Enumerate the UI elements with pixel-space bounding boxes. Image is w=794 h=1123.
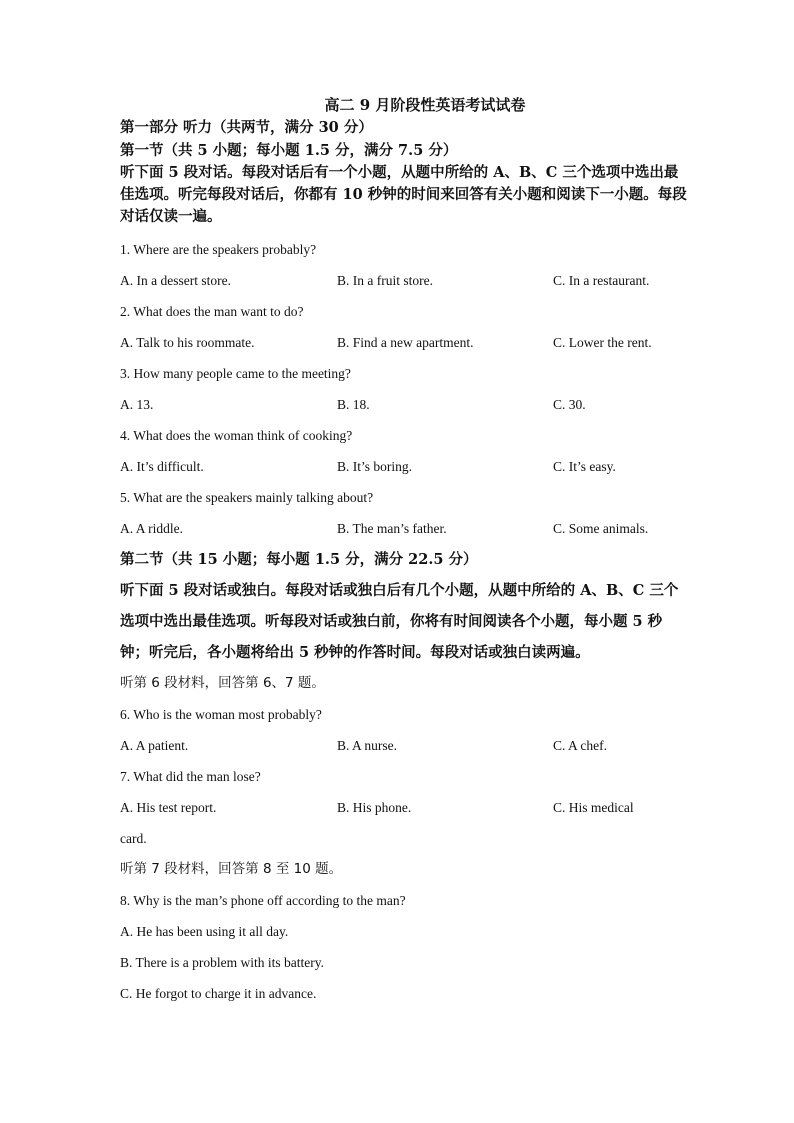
question-6: 6. Who is the woman most probably? xyxy=(120,707,322,722)
question-8-option-c: C. He forgot to charge it in advance. xyxy=(120,986,317,1001)
option-c: C. Some animals. xyxy=(553,521,649,536)
option-b: B. Find a new apartment. xyxy=(337,335,474,350)
option-b: B. 18. xyxy=(337,397,370,412)
question-6-options xyxy=(120,730,690,761)
question-7-options xyxy=(120,792,690,823)
option-a: A. Talk to his roommate. xyxy=(120,335,255,350)
exam-title: 高二 9 月阶段性英语考试试卷 xyxy=(324,96,526,114)
question-2: 2. What does the man want to do? xyxy=(120,304,304,319)
option-a: A. 13. xyxy=(120,397,154,412)
listening-material-6-note: 听第 6 段材料，回答第 6、7 题。 xyxy=(120,675,325,691)
option-b: B. In a fruit store. xyxy=(337,273,433,288)
question-1: 1. Where are the speakers probably? xyxy=(120,242,317,257)
section-two-instructions: 听下面 5 段对话或独白。每段对话或独白后有几个小题，从题中所给的 A、B、C 三个选项中选出最佳选项。听每段对话或独白前，你将有时间阅读各个小题，每小题 5 秒钟；听完后，各小题将给出 5 秒钟的作答时间。每段对话或独白读两遍。 xyxy=(120,582,679,661)
section-one-heading: 第一节（共 5 小题；每小题 1.5 分，满分 7.5 分） xyxy=(120,142,458,159)
question-5-options xyxy=(120,513,690,544)
listening-material-7-note: 听第 7 段材料，回答第 8 至 10 题。 xyxy=(120,861,343,877)
option-a: A. His test report. xyxy=(120,800,217,815)
question-1-options xyxy=(120,265,690,296)
option-a: A. It’s difficult. xyxy=(120,459,204,474)
question-5: 5. What are the speakers mainly talking about? xyxy=(120,490,374,505)
question-2-options xyxy=(120,327,690,358)
question-8-option-b: B. There is a problem with its battery. xyxy=(120,955,324,970)
question-3: 3. How many people came to the meeting? xyxy=(120,366,351,381)
exam-page xyxy=(120,94,690,1009)
option-c: C. 30. xyxy=(553,397,586,412)
question-3-options xyxy=(120,389,690,420)
question-8-option-a: A. He has been using it all day. xyxy=(120,924,289,939)
option-c-continuation: card. xyxy=(120,831,147,846)
option-b: B. It’s boring. xyxy=(337,459,413,474)
section-one-instructions: 听下面 5 段对话。每段对话后有一个小题，从题中所给的 A、B、C 三个选项中选出最佳选项。听完每段对话后，你都有 10 秒钟的时间来回答有关小题和阅读下一小题。每段对话仅读一遍。 xyxy=(120,164,687,225)
option-c: C. In a restaurant. xyxy=(553,273,650,288)
option-c: C. Lower the rent. xyxy=(553,335,652,350)
question-7: 7. What did the man lose? xyxy=(120,769,261,784)
question-4-options xyxy=(120,451,690,482)
option-c: C. His medical xyxy=(553,800,634,815)
question-8: 8. Why is the man’s phone off according to the man? xyxy=(120,893,406,908)
option-c: C. A chef. xyxy=(553,738,607,753)
option-b: B. His phone. xyxy=(337,800,412,815)
question-4: 4. What does the woman think of cooking? xyxy=(120,428,353,443)
option-c: C. It’s easy. xyxy=(553,459,616,474)
section-two-heading: 第二节（共 15 小题；每小题 1.5 分，满分 22.5 分） xyxy=(120,551,478,568)
option-b: B. The man’s father. xyxy=(337,521,447,536)
option-a: A. In a dessert store. xyxy=(120,273,231,288)
option-a: A. A patient. xyxy=(120,738,189,753)
part-one-heading: 第一部分 听力（共两节，满分 30 分） xyxy=(120,119,373,136)
option-b: B. A nurse. xyxy=(337,738,398,753)
option-a: A. A riddle. xyxy=(120,521,183,536)
